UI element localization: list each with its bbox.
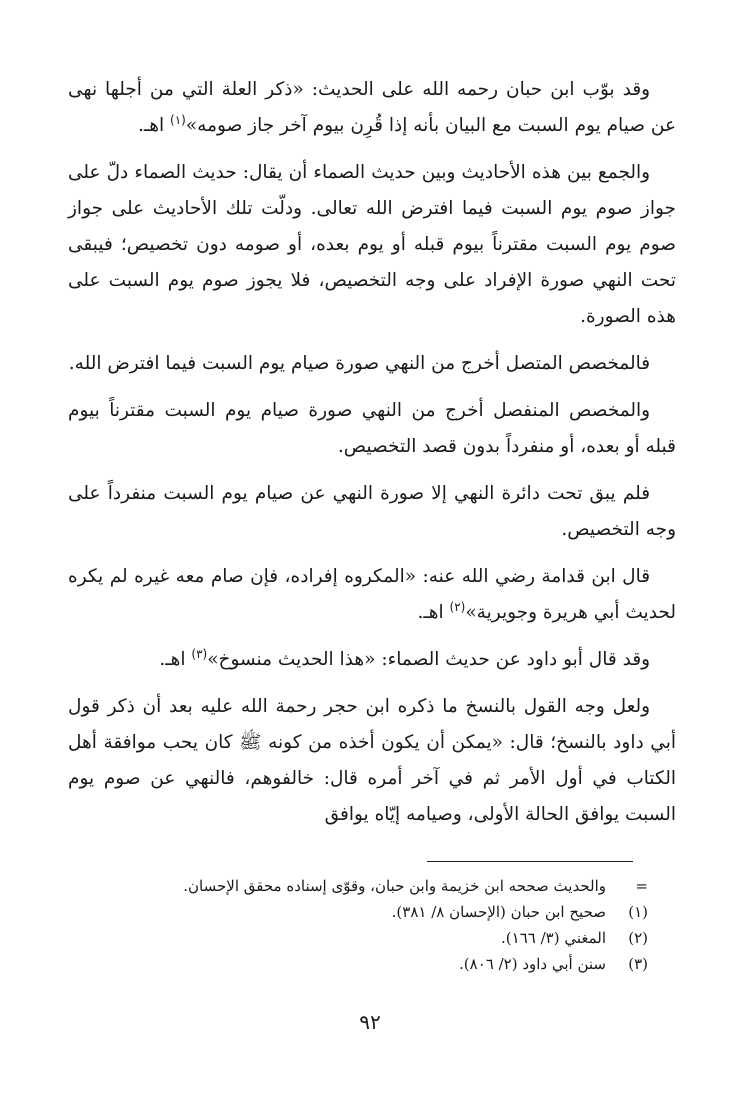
paragraph-text: قال ابن قدامة رضي الله عنه: «المكروه إفراده، فإن صام معه غيره لم يكره لحديث أبي هريرة وجويرية» [68,566,676,623]
footnote-text: والحديث صححه ابن خزيمة وابن حبان، وقوّى إسناده محقق الإحسان. [183,877,606,895]
paragraph-ibn-qudama [68,559,676,631]
page-body [68,72,676,844]
footnote-number: (١) [628,903,648,921]
paragraph-tail: اهـ. [417,602,450,623]
paragraph-text: فالمخصص المتصل أخرج من النهي صورة صيام يوم السبت فيما افترض الله. [68,353,651,374]
footnote-reference-3: (٣) [191,647,208,661]
footnote-number: (٢) [628,929,648,947]
footnote-text: صحيح ابن حبان (الإحسان ٨/ ٣٨١). [391,903,606,921]
paragraph-tail: اهـ. [159,649,192,670]
footnote-reference-2: (٢) [449,600,466,614]
footnotes [88,873,648,977]
footnote-text: المغني (٣/ ١٦٦). [501,929,606,947]
footnote-continued [88,873,648,899]
footnote-number: = [635,877,648,895]
footnote-number: (٣) [628,955,648,973]
paragraph-reconciliation [68,155,676,335]
paragraph-text: والجمع بين هذه الأحاديث وبين حديث الصماء أن يقال: حديث الصماء دلّ على جواز صوم يوم السبت فيما افترض الله تعالى. ودلّت تلك الأحاديث على جواز صوم يوم السبت مقترناً بيوم قبله أو يوم بعده، أو صومه دون تخصيص؛ فيبقى تحت النهي صورة الإفراد على وجه التخصيص، فلا يجوز صوم يوم السبت على هذه الصورة. [68,162,676,327]
paragraph-connected-specifier [68,346,676,382]
paragraph-abrogation [68,689,676,833]
paragraph-abu-dawud [68,642,676,678]
paragraph-separate-specifier [68,393,676,465]
paragraph-ibn-hibban-chapter [68,72,676,144]
paragraph-text: والمخصص المنفصل أخرج من النهي صورة صيام يوم السبت مقترناً بيوم قبله أو بعده، أو منفرداً بدون قصد التخصيص. [68,400,676,457]
footnote-reference-1: (١) [170,113,186,127]
paragraph-text: وقد قال أبو داود عن حديث الصماء: «هذا الحديث منسوخ» [207,649,651,670]
footnote-separator [427,861,633,862]
paragraph-text: ولعل وجه القول بالنسخ ما ذكره ابن حجر رحمة الله عليه بعد أن ذكر قول أبي داود بالنسخ؛ قال: «يمكن أن يكون أخذه من كونه ﷺ كان يحب موافقة أهل الكتاب في أول الأمر ثم في آخر أمره قال: خالفوهم، فالنهي عن صوم يوم السبت يوافق الحالة الأولى، وصيامه إيّاه يوافق [68,696,676,825]
page-number: ٩٢ [359,1010,381,1034]
paragraph-remaining-prohibition [68,476,676,548]
footnote-3 [88,951,648,977]
paragraph-text: وقد بوّب ابن حبان رحمه الله على الحديث: «ذكر العلة التي من أجلها نهى عن صيام يوم السبت مع البيان بأنه إذا قُرِن بيوم آخر جاز صومه» [68,79,676,136]
footnote-text: سنن أبي داود (٢/ ٨٠٦). [459,955,606,973]
paragraph-text: فلم يبق تحت دائرة النهي إلا صورة النهي عن صيام يوم السبت منفرداً على وجه التخصيص. [68,483,676,540]
paragraph-tail: اهـ. [137,115,171,136]
footnote-1 [88,899,648,925]
footnote-2 [88,925,648,951]
